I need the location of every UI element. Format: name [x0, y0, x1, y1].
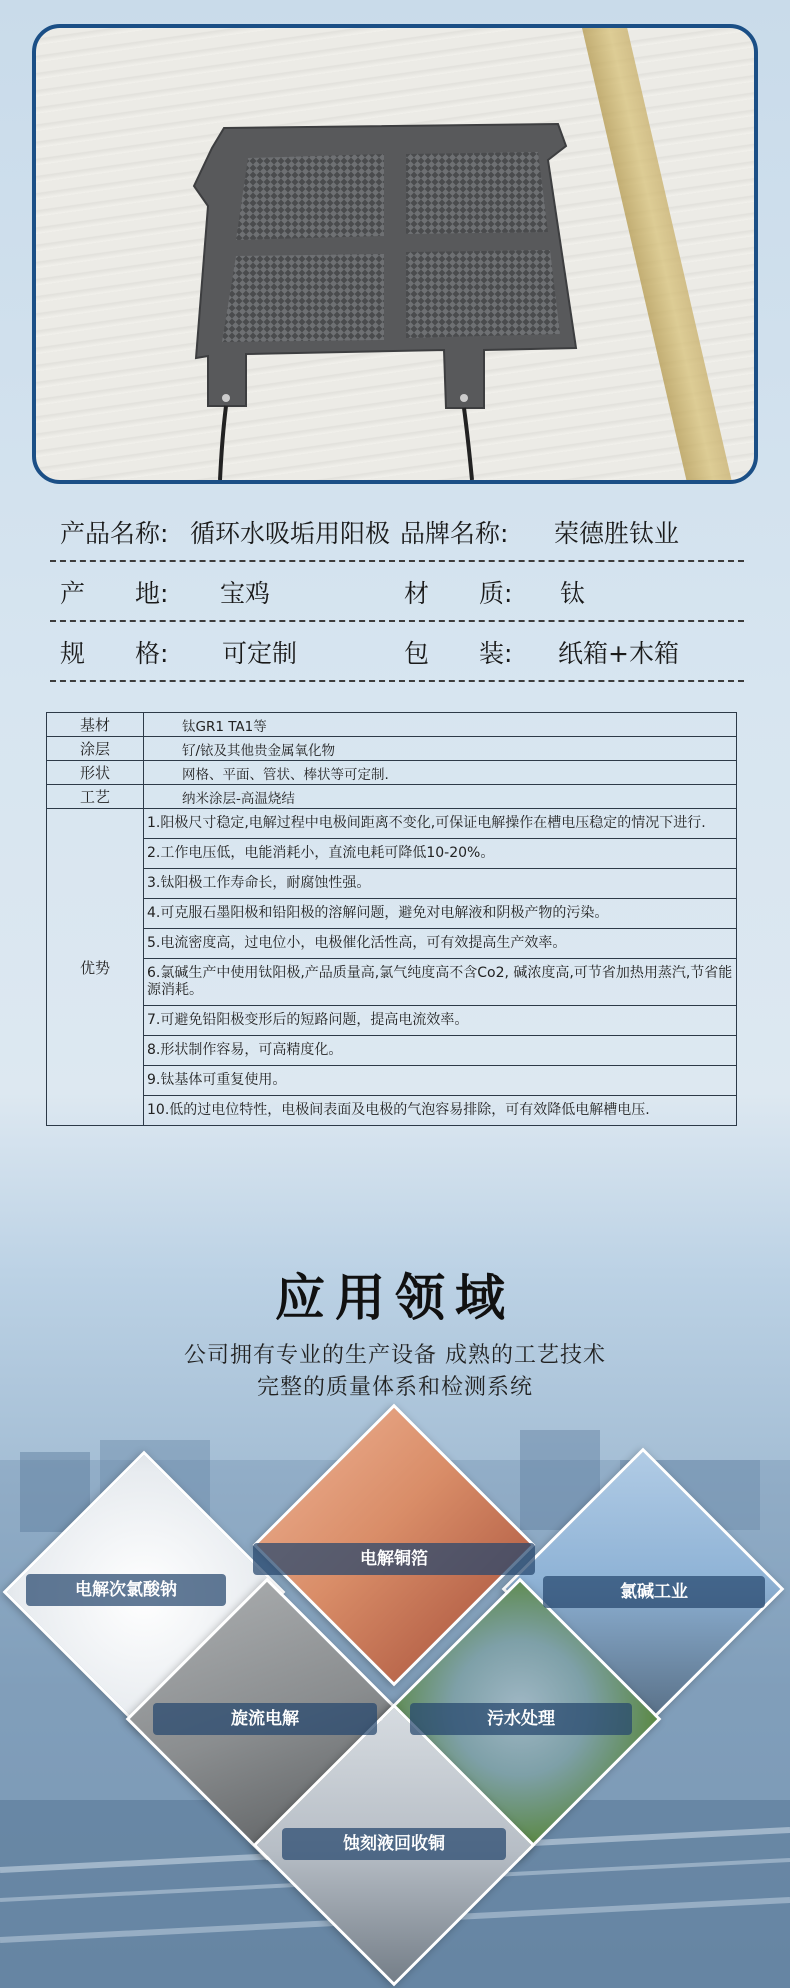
- origin-value: 宝鸡: [220, 579, 271, 608]
- spec-row-origin-material: [50, 562, 744, 622]
- spec-row-name-brand: [50, 502, 744, 562]
- table-row: [47, 785, 737, 809]
- table-row: [47, 737, 737, 761]
- advantage-item: 10.低的过电位特性，电极间表面及电极的气泡容易排除，可有效降低电解槽电压.: [144, 1096, 737, 1126]
- advantage-row: [47, 899, 737, 929]
- advantage-item: 4.可克服石墨阳极和铅阳极的溶解问题，避免对电解液和阴极产物的污染。: [144, 899, 737, 929]
- advantage-item: 2.工作电压低，电能消耗小，直流电耗可降低10-20%。: [144, 839, 737, 869]
- advantage-label-cell: 优势: [47, 809, 144, 1126]
- advantage-row: [47, 1036, 737, 1066]
- application-subtitle-2: 完整的质量体系和检测系统: [256, 1375, 533, 1400]
- material-label: 材 质:: [404, 579, 513, 608]
- product-photo: [32, 24, 758, 484]
- advantage-item: 8.形状制作容易，可高精度化。: [144, 1036, 737, 1066]
- table-value-cell: 网格、平面、管状、棒状等可定制.: [144, 761, 737, 785]
- tile-label-chlor-alkali: 氯碱工业: [543, 1576, 765, 1608]
- table-label-cell: 工艺: [47, 785, 144, 809]
- application-title: 应用领域: [275, 1268, 515, 1327]
- advantage-row: [47, 1096, 737, 1126]
- advantage-row: [47, 809, 737, 839]
- table-label-cell: 基材: [47, 713, 144, 737]
- parameter-table: [46, 712, 737, 1126]
- brand-name-value: 荣德胜钛业: [554, 519, 680, 548]
- package-value: 纸箱+木箱: [558, 639, 679, 668]
- tile-label-cyclone-electrolysis: 旋流电解: [153, 1703, 377, 1735]
- advantage-row: [47, 959, 737, 1006]
- advantage-item: 7.可避免铅阳极变形后的短路问题，提高电流效率。: [144, 1006, 737, 1036]
- package-label: 包 装:: [404, 639, 513, 668]
- application-subtitle-1: 公司拥有专业的生产设备 成熟的工艺技术: [184, 1343, 606, 1368]
- advantage-row: [47, 1006, 737, 1036]
- titanium-anode-illustration: [36, 28, 754, 480]
- table-label-cell: 形状: [47, 761, 144, 785]
- table-value-cell: 钛GR1 TA1等: [144, 713, 737, 737]
- advantage-item: 1.阳极尺寸稳定,电解过程中电极间距离不变化,可保证电解操作在槽电压稳定的情况下进行.: [144, 809, 737, 839]
- product-name-value: 循环水吸垢用阳极: [190, 519, 391, 548]
- tile-label-sodium-hypochlorite: 电解次氯酸钠: [26, 1574, 226, 1606]
- table-row: [47, 761, 737, 785]
- brand-name-label: 品牌名称:: [400, 519, 509, 548]
- origin-label: 产 地:: [60, 579, 169, 608]
- material-value: 钛: [560, 579, 586, 608]
- advantage-row: [47, 869, 737, 899]
- table-label-cell: 涂层: [47, 737, 144, 761]
- table-value-cell: 纳米涂层-高温烧结: [144, 785, 737, 809]
- advantage-row: [47, 839, 737, 869]
- advantage-item: 6.氯碱生产中使用钛阳极,产品质量高,氯气纯度高不含Co2, 碱浓度高,可节省加热用蒸汽,节省能源消耗。: [144, 959, 737, 1006]
- table-row: [47, 713, 737, 737]
- product-name-label: 产品名称:: [60, 519, 169, 548]
- tile-label-copper-foil: 电解铜箔: [253, 1543, 535, 1575]
- tile-label-sewage-treatment: 污水处理: [410, 1703, 632, 1735]
- spec-label: 规 格:: [60, 639, 169, 668]
- spec-value: 可定制: [222, 639, 298, 668]
- advantage-item: 3.钛阳极工作寿命长，耐腐蚀性强。: [144, 869, 737, 899]
- advantage-row: [47, 929, 737, 959]
- spec-row-spec-package: [50, 622, 744, 682]
- advantage-row: [47, 1066, 737, 1096]
- table-value-cell: 钌/铱及其他贵金属氧化物: [144, 737, 737, 761]
- advantage-item: 5.电流密度高，过电位小，电极催化活性高，可有效提高生产效率。: [144, 929, 737, 959]
- tile-label-etching-copper-recovery: 蚀刻液回收铜: [282, 1828, 506, 1860]
- advantage-item: 9.钛基体可重复使用。: [144, 1066, 737, 1096]
